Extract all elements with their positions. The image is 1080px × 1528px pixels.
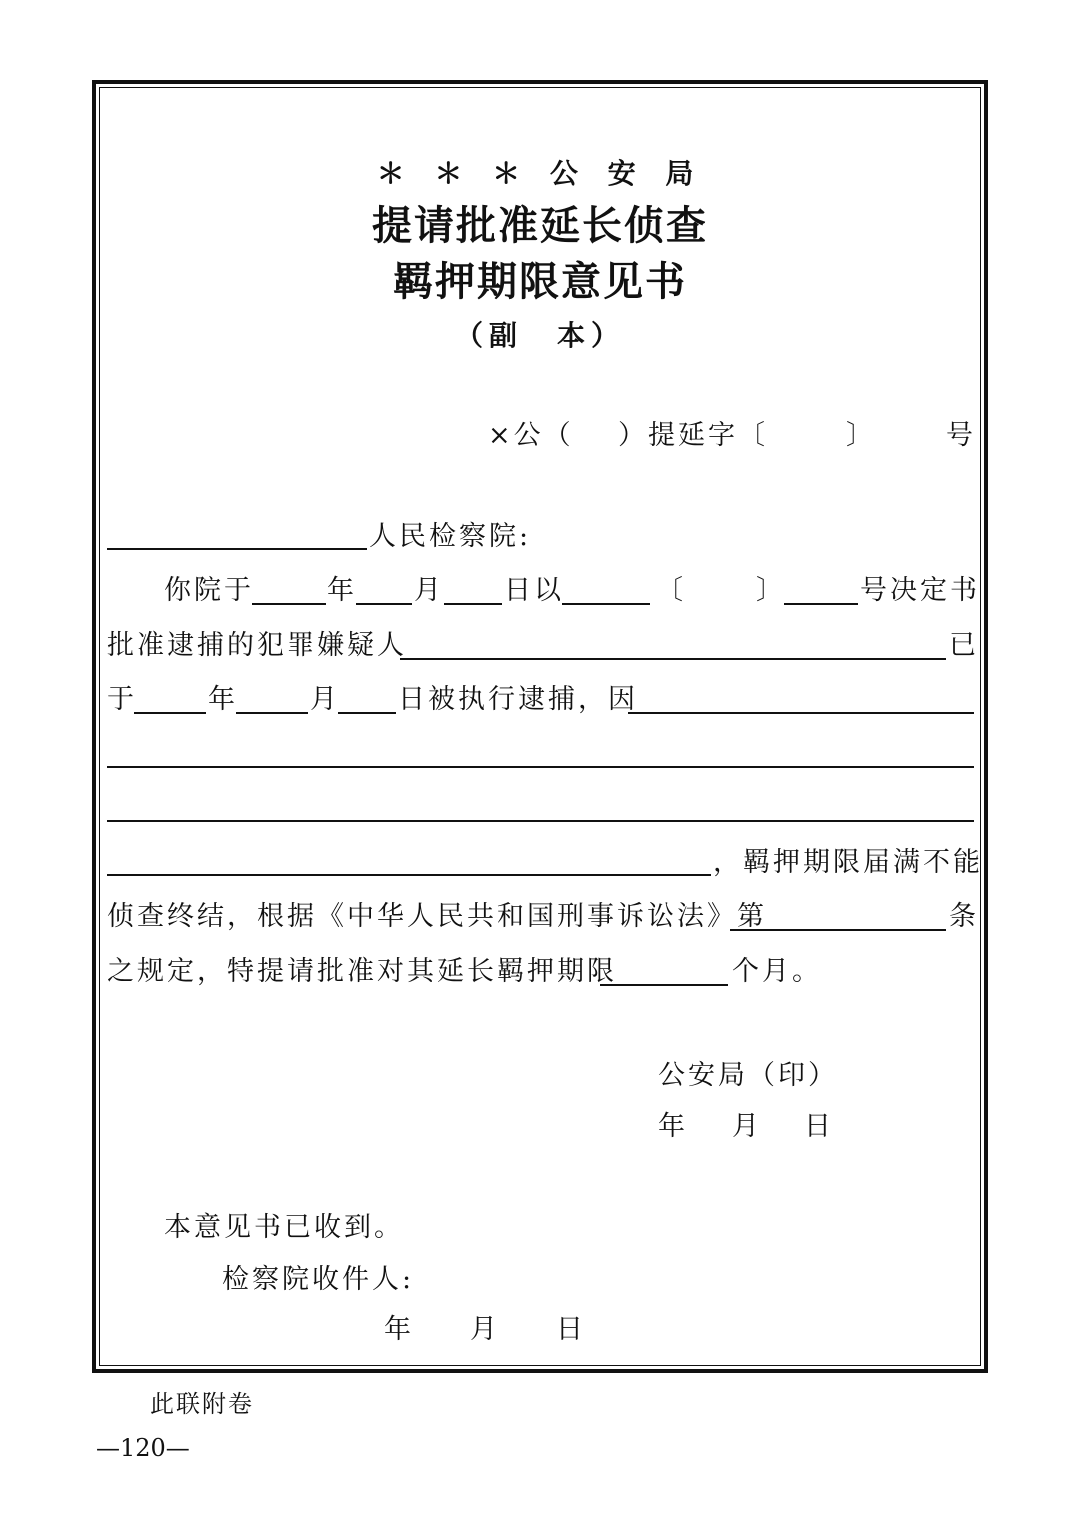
para1-text: 你院于 bbox=[164, 575, 254, 606]
receipt-year: 年 bbox=[384, 1314, 414, 1345]
blank-reason-4[interactable] bbox=[107, 874, 711, 876]
agency-name: ＊ ＊ ＊ 公 安 局 bbox=[376, 157, 704, 190]
copy-label: （副 本） bbox=[454, 319, 625, 352]
para3-year: 年 bbox=[208, 684, 238, 715]
blank-year-2[interactable] bbox=[134, 712, 206, 714]
doc-number-prefix: ×公（ bbox=[488, 420, 574, 451]
receipt-month: 月 bbox=[470, 1314, 500, 1345]
para1-day-yi: 日以 bbox=[504, 575, 564, 606]
receipt-received: 本意见书已收到。 bbox=[164, 1212, 404, 1243]
signature-seal: 公安局（印） bbox=[658, 1060, 838, 1091]
blank-year-1[interactable] bbox=[252, 603, 326, 605]
blank-suspect-name[interactable] bbox=[400, 658, 946, 660]
blank-article[interactable] bbox=[730, 929, 946, 931]
page-number: —120— bbox=[96, 1434, 190, 1462]
blank-decision-org[interactable] bbox=[562, 603, 650, 605]
title-line-1: 提请批准延长侦查 bbox=[372, 202, 708, 249]
receipt-day: 日 bbox=[556, 1314, 586, 1345]
para2-text: 批准逮捕的犯罪嫌疑人 bbox=[107, 630, 407, 661]
receipt-recipient: 检察院收件人: bbox=[222, 1264, 415, 1295]
blank-month-1[interactable] bbox=[356, 603, 412, 605]
para5-text: 侦查终结，根据《中华人民共和国刑事诉讼法》第 bbox=[107, 901, 767, 932]
signature-month: 月 bbox=[732, 1111, 762, 1142]
blank-reason-2[interactable] bbox=[107, 766, 974, 768]
para6-text: 之规定，特提请批准对其延长羁押期限 bbox=[107, 956, 617, 987]
para2-yi: 已 bbox=[949, 630, 979, 661]
para1-month: 月 bbox=[414, 575, 444, 606]
addressee-blank[interactable] bbox=[107, 548, 367, 550]
doc-number-mid: ）提延字〔 bbox=[618, 420, 768, 451]
blank-day-2[interactable] bbox=[338, 712, 396, 714]
signature-day: 日 bbox=[804, 1111, 834, 1142]
title-line-2: 羁押期限意见书 bbox=[393, 258, 687, 305]
para5-tiao: 条 bbox=[949, 901, 979, 932]
para4-text: ，羁押期限届满不能 bbox=[713, 847, 983, 878]
para1-year: 年 bbox=[327, 575, 357, 606]
doc-number-bracket-close: 〕 bbox=[846, 420, 876, 451]
blank-decision-number[interactable] bbox=[784, 603, 858, 605]
para3-month: 月 bbox=[310, 684, 340, 715]
blank-reason-1[interactable] bbox=[628, 712, 974, 714]
blank-reason-3[interactable] bbox=[107, 820, 974, 822]
para3-text: 日被执行逮捕，因 bbox=[398, 684, 638, 715]
blank-extension-months[interactable] bbox=[600, 984, 728, 986]
signature-year: 年 bbox=[658, 1111, 688, 1142]
para6-month: 个月。 bbox=[732, 956, 822, 987]
para1-decision: 号决定书 bbox=[860, 575, 980, 606]
para3-yu: 于 bbox=[107, 684, 137, 715]
footer-note: 此联附卷 bbox=[150, 1390, 254, 1418]
blank-month-2[interactable] bbox=[236, 712, 308, 714]
blank-day-1[interactable] bbox=[444, 603, 502, 605]
para1-bracket-close: 〕 bbox=[756, 575, 786, 606]
para1-bracket-open: 〔 bbox=[656, 575, 686, 606]
addressee-suffix: 人民检察院: bbox=[369, 521, 532, 552]
doc-number-suffix: 号 bbox=[946, 420, 976, 451]
